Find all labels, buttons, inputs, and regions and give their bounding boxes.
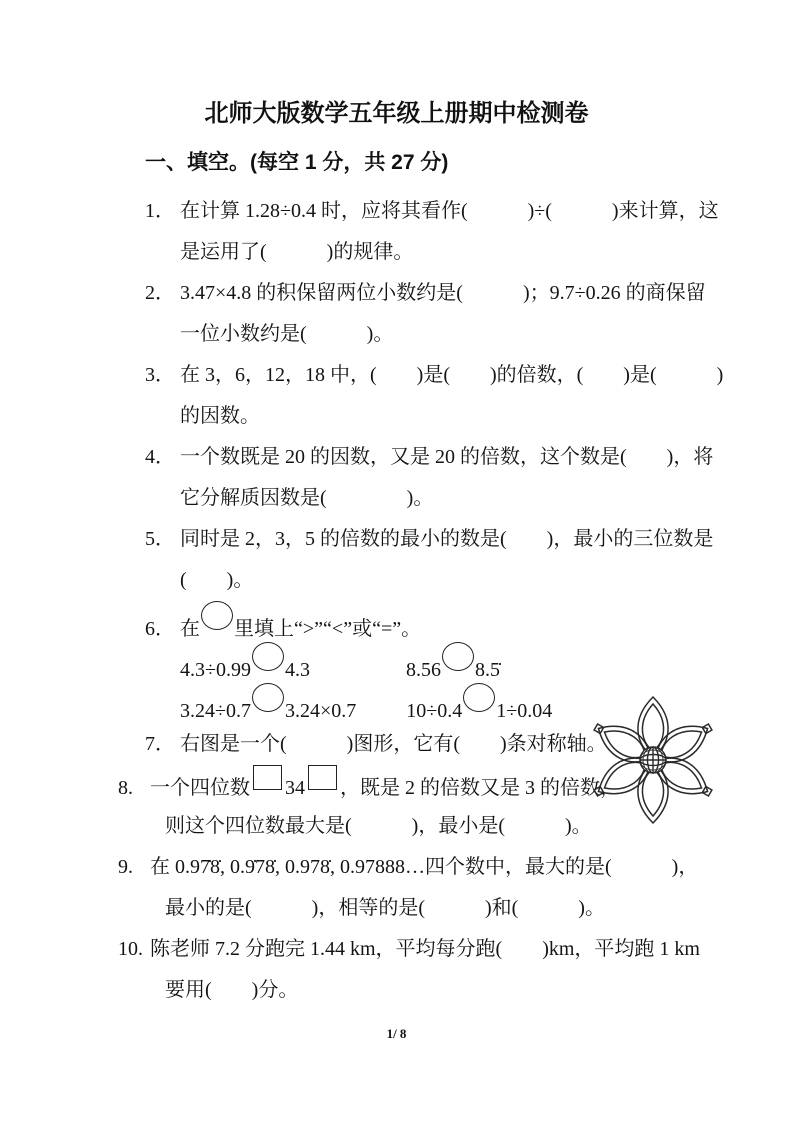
question-1-line-1	[0, 191, 793, 232]
question-9	[0, 847, 793, 929]
question-text: 4.3	[284, 659, 310, 681]
question-2	[0, 273, 793, 355]
digit-box-blank	[308, 765, 337, 790]
question-text: 陈老师 7.2 分跑完 1.44 km，平均每分跑( )km，平均跑 1 km	[150, 938, 700, 960]
question-3-line-2	[0, 396, 793, 437]
section-heading	[145, 149, 793, 177]
digit-box-blank	[253, 765, 282, 790]
question-number: 7．	[145, 733, 175, 755]
question-text: 同时是 2，3，5 的倍数的最小的数是( )，最小的三位数是	[180, 528, 714, 550]
question-text: 一位小数约是( )。	[180, 323, 394, 345]
question-text: ，既是 2 的倍数又是 3 的倍数，	[340, 777, 620, 799]
section-note: (每空 1 分，共 27 分)	[250, 151, 449, 174]
question-text: 最小的是( )，相等的是( )和( )。	[165, 897, 605, 919]
question-2-line-1	[0, 273, 793, 314]
question-6-line-2	[0, 642, 793, 683]
page-title: 北师大版数学五年级上册期中检测卷	[204, 100, 589, 127]
question-text: 一个四位数	[150, 777, 250, 799]
comparison-circle-blank	[201, 601, 233, 630]
question-9-line-1	[0, 847, 793, 888]
flower-figure	[586, 693, 720, 827]
question-number: 2．	[145, 282, 175, 304]
section-title: 一、填空。	[145, 151, 250, 174]
column-gap	[356, 716, 406, 717]
question-3-line-1	[0, 355, 793, 396]
question-text: 在 0.97̇8̇, 0.9̇78̇, 0.978̇, 0.97888…四个数中，最大的是( )，	[150, 856, 699, 878]
question-text: 在 3，6，12，18 中，( )是( )的倍数，( )是( )	[180, 364, 724, 386]
question-number: 3．	[145, 364, 175, 386]
question-text: 在	[180, 618, 200, 640]
question-5-line-1	[0, 519, 793, 560]
question-number: 5．	[145, 528, 175, 550]
page-number: 1/ 8	[386, 1026, 407, 1041]
question-10-line-1	[0, 929, 793, 970]
question-text: 3.47×4.8 的积保留两位小数约是( )；9.7÷0.26 的商保留	[180, 282, 706, 304]
question-text: 它分解质因数是( )。	[180, 487, 434, 509]
question-text: ( )。	[180, 569, 254, 591]
comparison-circle-blank	[252, 642, 284, 671]
question-text: 34	[285, 777, 305, 799]
question-text: 10÷0.4	[406, 700, 463, 722]
question-1	[0, 191, 793, 273]
question-text: 8.56	[405, 659, 441, 681]
question-text: 在计算 1.28÷0.4 时，应将其看作( )÷( )来计算，这	[180, 200, 719, 222]
question-4-line-1	[0, 437, 793, 478]
questions-list	[0, 191, 793, 1011]
question-10	[0, 929, 793, 1011]
flower-center	[640, 747, 666, 773]
question-6-line-1	[0, 601, 793, 642]
question-4-line-2	[0, 478, 793, 519]
question-text: 要用( )分。	[165, 979, 299, 1001]
question-number: 1．	[145, 200, 175, 222]
question-number: 9.	[118, 856, 133, 878]
question-text: 则这个四位数最大是( )，最小是( )。	[165, 815, 592, 837]
comparison-circle-blank	[442, 642, 474, 671]
question-number: 6．	[145, 618, 175, 640]
question-text: 3.24÷0.7	[180, 700, 251, 722]
question-5-line-2	[0, 560, 793, 601]
question-10-line-2	[0, 970, 793, 1011]
question-1-line-2	[0, 232, 793, 273]
question-5	[0, 519, 793, 601]
question-number: 10.	[118, 938, 143, 960]
question-text: 1÷0.04	[496, 700, 553, 722]
question-9-line-2	[0, 888, 793, 929]
comparison-circle-blank	[463, 683, 495, 712]
comparison-circle-blank	[252, 683, 284, 712]
question-number: 4．	[145, 446, 175, 468]
question-text: 右图是一个( )图形，它有( )条对称轴。	[180, 733, 607, 755]
question-3	[0, 355, 793, 437]
question-4	[0, 437, 793, 519]
question-number: 8.	[118, 777, 133, 799]
question-text: 是运用了( )的规律。	[180, 241, 414, 263]
question-text: 8.5̇	[474, 659, 500, 681]
question-text: 4.3÷0.99	[180, 659, 251, 681]
question-text: 3.24×0.7	[284, 700, 357, 722]
question-2-line-2	[0, 314, 793, 355]
question-text: 里填上“>”“<”或“=”。	[234, 618, 422, 640]
question-text: 的因数。	[180, 405, 260, 427]
column-gap	[310, 675, 406, 676]
question-text: 一个数既是 20 的因数，又是 20 的倍数，这个数是( )，将	[180, 446, 714, 468]
